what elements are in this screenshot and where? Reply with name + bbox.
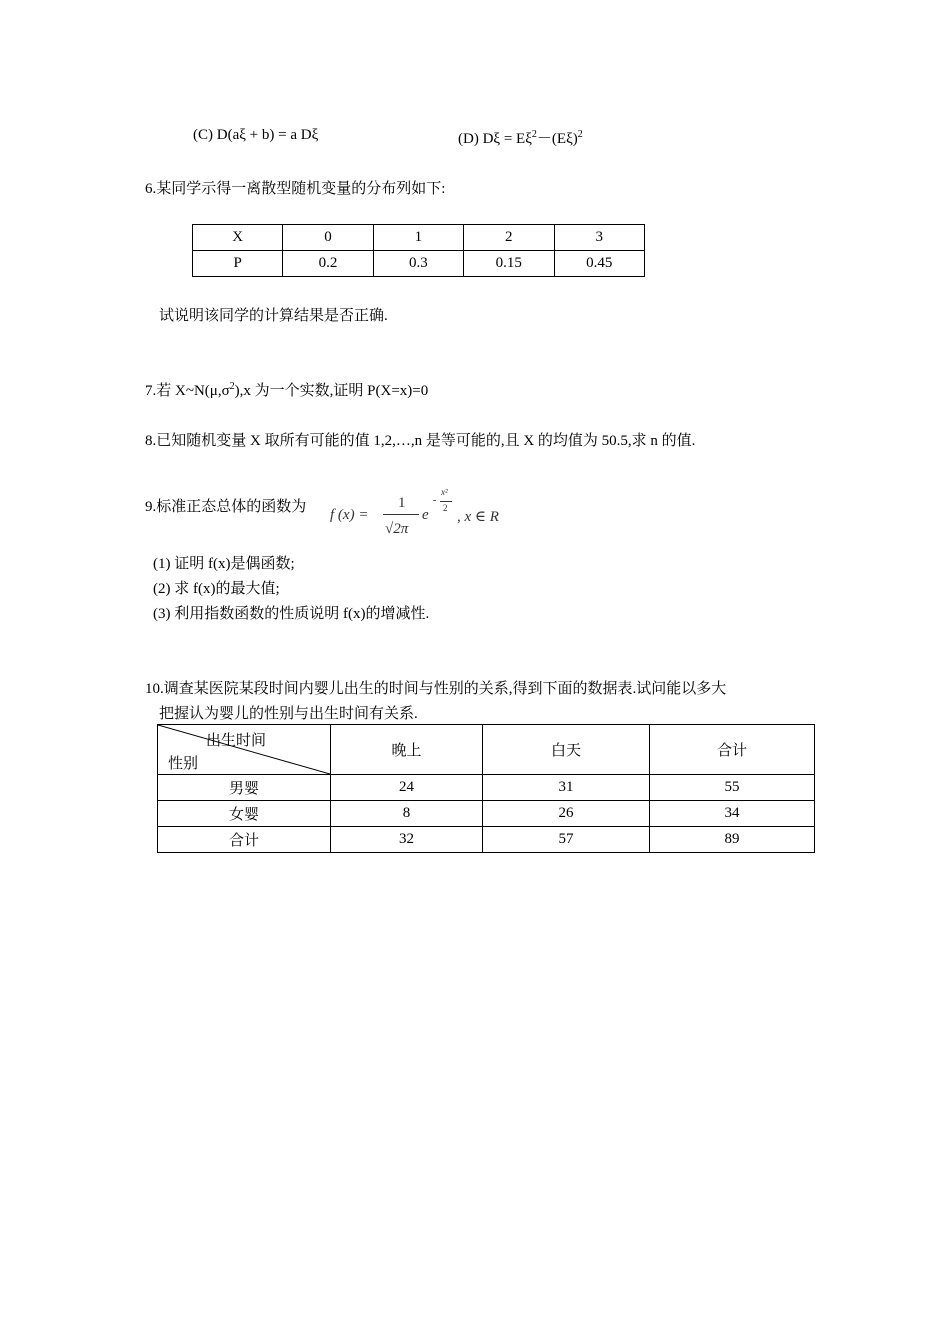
table-cell: 1 [373, 225, 463, 251]
header-cell: 晚上 [331, 725, 483, 775]
table-cell: P [193, 251, 283, 277]
formula-exp-den: 2 [443, 503, 448, 513]
table-row [193, 225, 645, 251]
table-cell: 26 [483, 801, 650, 827]
table-cell: 0.3 [373, 251, 463, 277]
q7-sup: 2 [229, 381, 235, 392]
formula-lhs: f (x) = [330, 507, 369, 523]
table-cell: 31 [483, 775, 650, 801]
table-cell: 0 [283, 225, 373, 251]
option-d-rest: －(Eξ) [536, 131, 578, 147]
fraction-bar [383, 514, 419, 515]
corner-bottom-label: 性别 [168, 756, 199, 772]
q10-line2: 把握认为婴儿的性别与出生时间有关系. [159, 706, 418, 722]
table-cell: 24 [331, 775, 483, 801]
table-cell: 男婴 [158, 775, 331, 801]
table-cell: X [193, 225, 283, 251]
table-row [158, 827, 815, 853]
formula-exp-num: x² [441, 487, 448, 497]
q7-text [145, 379, 428, 400]
table-cell: 0.2 [283, 251, 373, 277]
option-d [458, 127, 583, 148]
q9-item-1: (1) 证明 f(x)是偶函数; [153, 556, 295, 572]
q9-item-3: (3) 利用指数函数的性质说明 f(x)的增减性. [153, 606, 430, 622]
q7-text-b: ),x 为一个实数,证明 P(X=x)=0 [234, 383, 429, 399]
option-d-sup2: 2 [577, 129, 583, 140]
table-cell: 0.15 [464, 251, 554, 277]
corner-top-label: 出生时间 [206, 733, 267, 749]
q6-followup: 试说明该同学的计算结果是否正确. [159, 308, 388, 324]
table-cell: 女婴 [158, 801, 331, 827]
corner-cell [158, 725, 331, 775]
table-cell: 0.45 [554, 251, 645, 277]
table-row [158, 775, 815, 801]
table-row [158, 801, 815, 827]
option-d-sup: 2 [531, 129, 537, 140]
q9-item-2: (2) 求 f(x)的最大值; [153, 581, 280, 597]
header-cell: 白天 [483, 725, 650, 775]
option-c: (C) D(aξ + b) = a Dξ [193, 127, 319, 143]
table-row [193, 251, 645, 277]
q7-text-a: 7.若 X~N(μ,σ [145, 383, 230, 399]
table-cell: 89 [650, 827, 815, 853]
q6-distribution-table [192, 224, 645, 277]
q9-text: 9.标准正态总体的函数为 [145, 499, 307, 515]
q10-line1: 10.调查某医院某段时间内婴儿出生的时间与性别的关系,得到下面的数据表.试问能以多大 [145, 681, 727, 697]
formula-exp-minus: - [433, 495, 437, 506]
table-header-row [158, 725, 815, 775]
q10-contingency-table [157, 724, 815, 853]
table-cell: 55 [650, 775, 815, 801]
q8-text: 8.已知随机变量 X 取所有可能的值 1,2,…,n 是等可能的,且 X 的均值为 50.5,求 n 的值. [145, 433, 696, 449]
table-cell: 合计 [158, 827, 331, 853]
table-cell: 32 [331, 827, 483, 853]
formula-numerator: 1 [398, 495, 406, 511]
table-cell: 57 [483, 827, 650, 853]
exp-fraction-bar [440, 501, 452, 502]
header-cell: 合计 [650, 725, 815, 775]
table-cell: 2 [464, 225, 554, 251]
q6-text: 6.某同学示得一离散型随机变量的分布列如下: [145, 181, 446, 197]
table-cell: 8 [331, 801, 483, 827]
formula-tail: , x ∈ R [457, 509, 499, 525]
table-cell: 34 [650, 801, 815, 827]
table-cell: 3 [554, 225, 645, 251]
formula-base: e [422, 507, 429, 523]
formula-denominator: √2π [385, 521, 409, 537]
option-d-label: (D) Dξ = Eξ [458, 131, 532, 147]
